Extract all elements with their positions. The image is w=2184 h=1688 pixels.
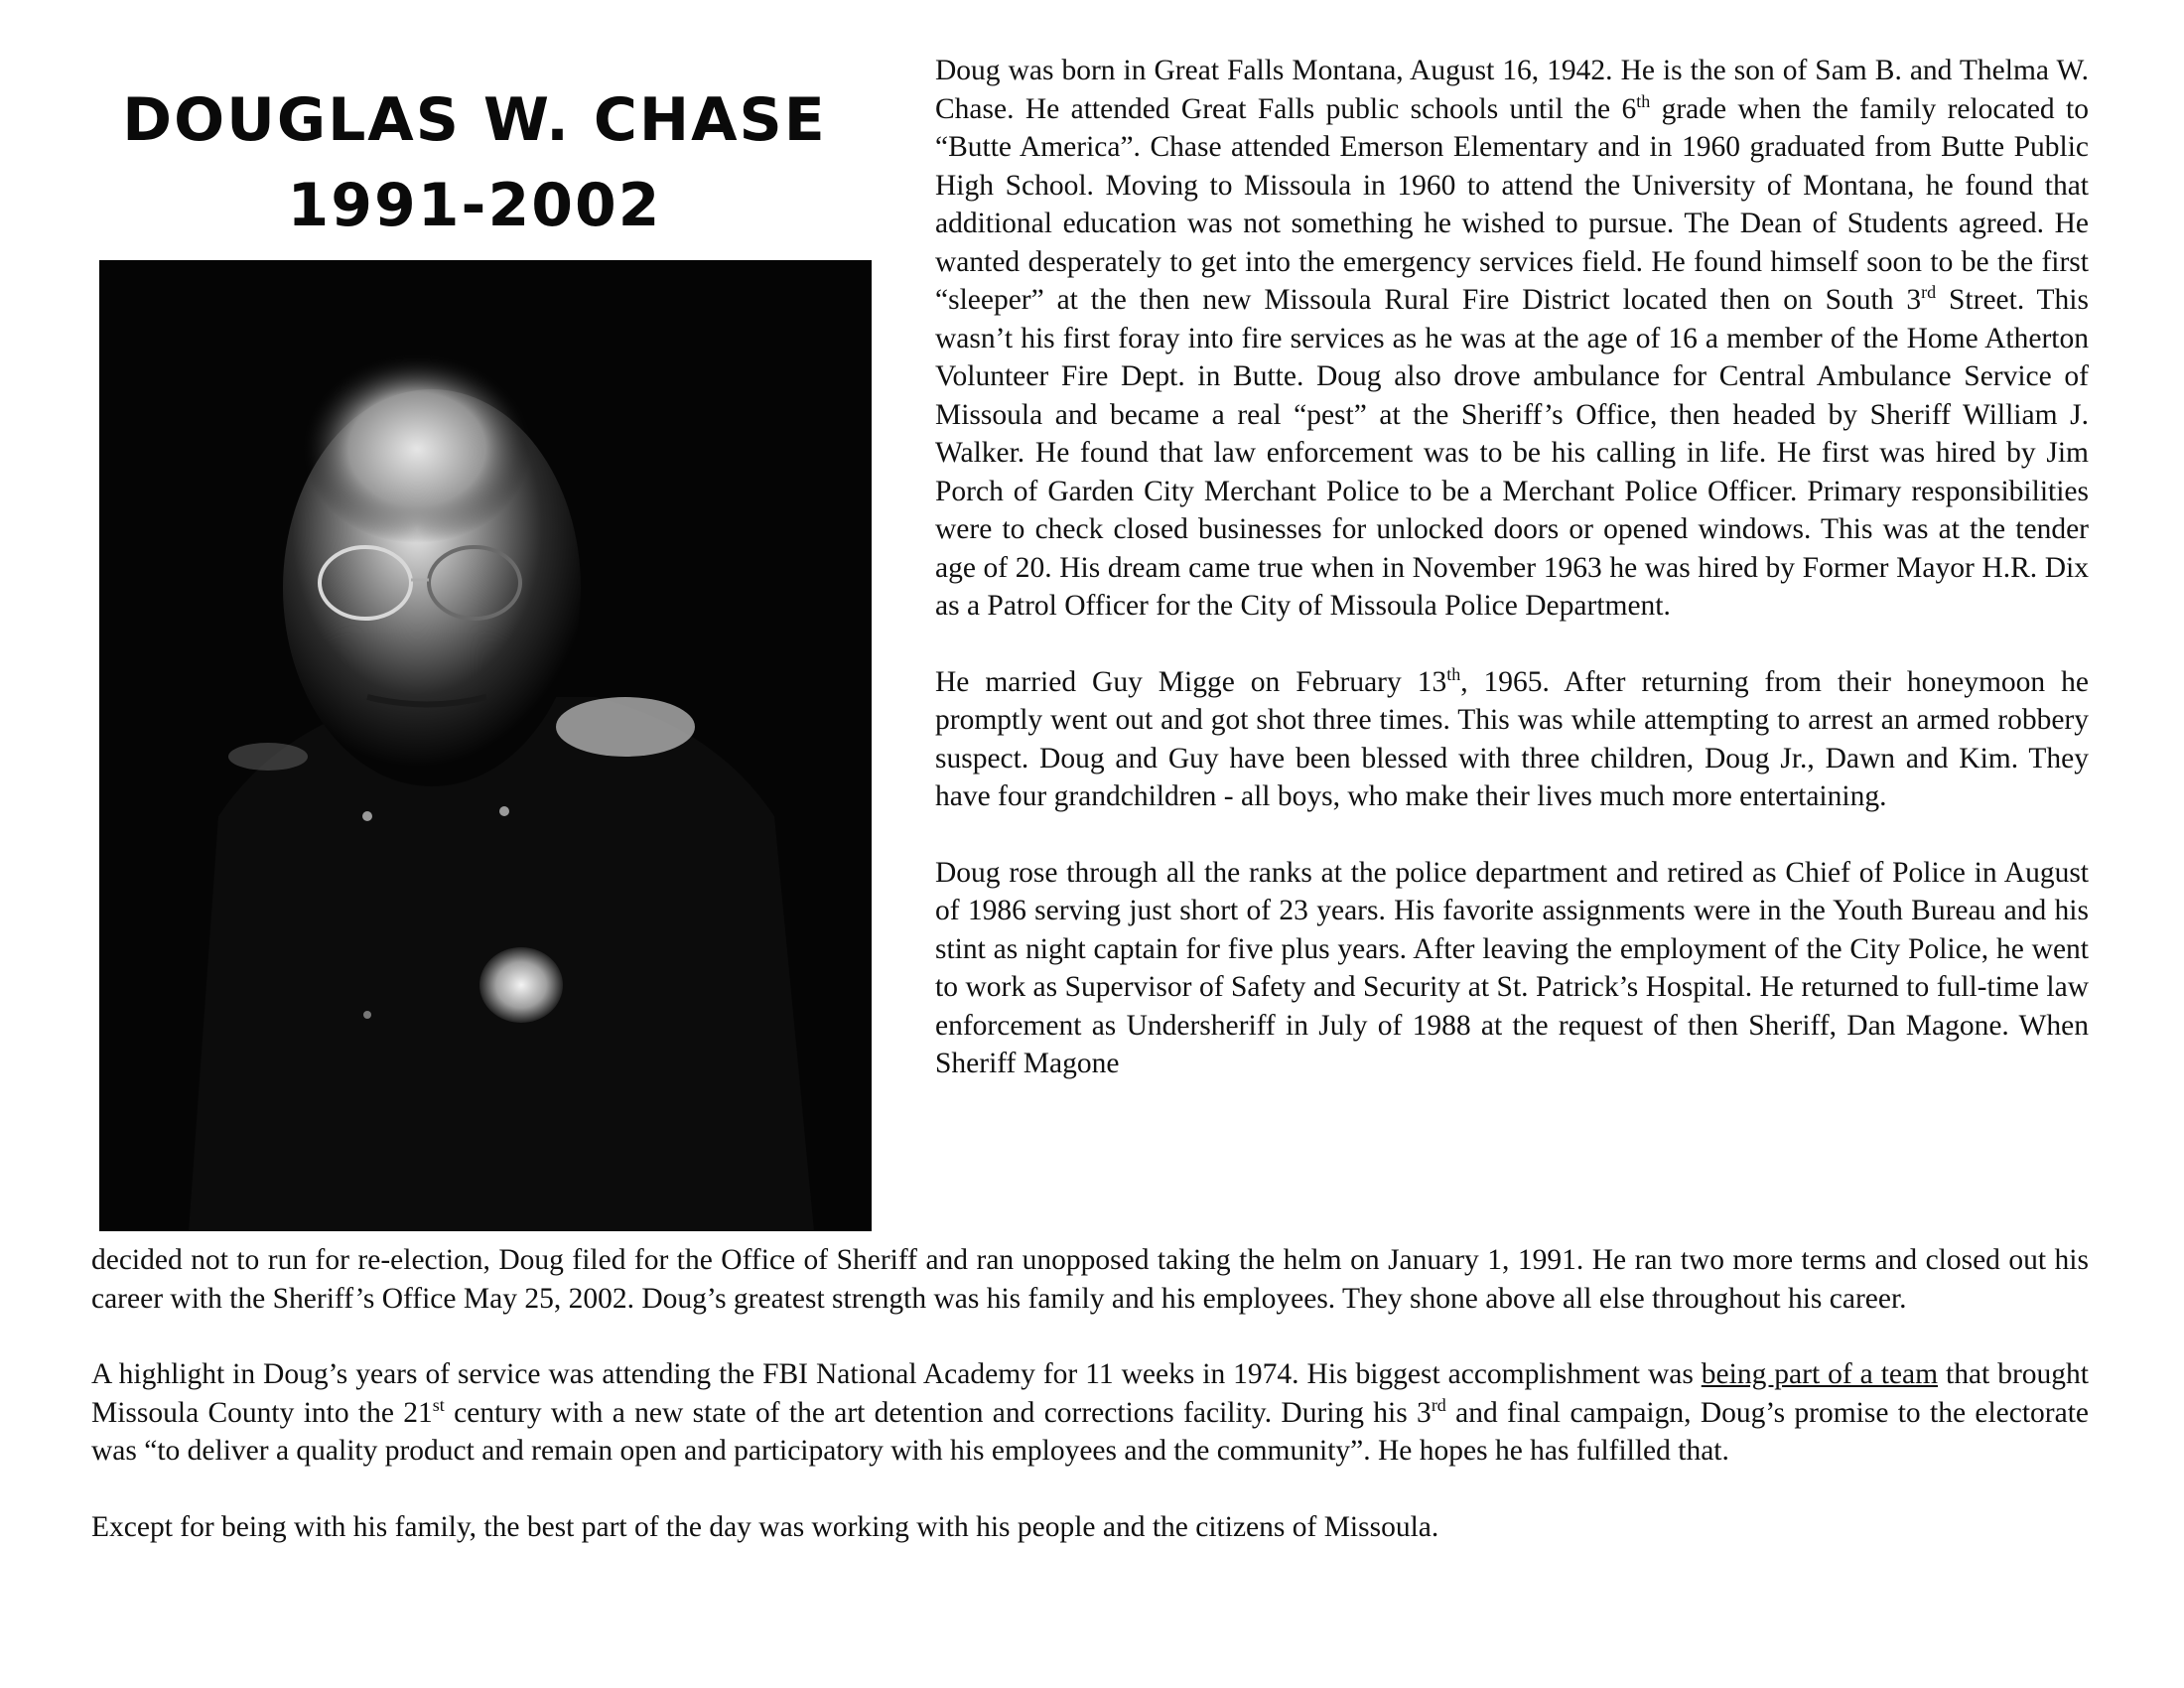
paragraph-text: decided not to run for re-election, Doug filed for the Office of Sheriff and ran unopposed taking the helm on January 1, 1991. He ran two more terms and closed out his career with the Sheriff’s Office May 25, 2002. Doug’s greatest strength was his family and his employees. They shone above all else throughout his career. (91, 1244, 2089, 1315)
paragraph-text: Doug was born in Great Falls Montana, August 16, 1942. He is the son of Sam B. and Thelma W. Chase. He attended Great Falls public schools until the 6 (935, 55, 2089, 125)
superscript: rd (1431, 1394, 1446, 1415)
title-block (87, 77, 862, 248)
portrait-photo-icon (99, 260, 872, 1231)
paragraph-text: A highlight in Doug’s years of service was attending the FBI National Academy for 11 weeks in 1974. His biggest accomplishment was (91, 1358, 1702, 1390)
superscript: th (1446, 663, 1461, 684)
paragraph-text: that brought Missoula County into the 21 (91, 1358, 2089, 1429)
paragraph-text: , 1965. After returning from their honeymoon he promptly went out and got shot three times. This was while attempting to arrest an armed robbery suspect. Doug and Guy have been blessed with three children, Doug Jr., Dawn and Kim. They have four grandchildren - all boys, who make their lives much more entertaining. (935, 665, 2089, 812)
paragraph-closing (91, 1508, 2089, 1547)
career-continuation (91, 1241, 2089, 1546)
paragraph-highlight (91, 1355, 2089, 1471)
portrait-photo (99, 260, 872, 1231)
person-name: DOUGLAS W. CHASE (122, 85, 827, 155)
paragraph-text: He married Guy Migge on February 13 (935, 665, 1447, 698)
bio-right-column (935, 52, 2089, 1083)
paragraph-text: and final campaign, Doug’s promise to the electorate was “to deliver a quality product and remain open and participatory with his employees and the community”. He hopes he has fulfilled that. (91, 1396, 2090, 1467)
paragraph-text: grade when the family relocated to “Butte America”. Chase attended Emerson Elementary and in 1960 graduated from Butte Public High School. Moving to Missoula in 1960 to attend the University of Montana, he found that additional education was not something he wished to pursue. The Dean of Students agreed. He wanted desperately to get into the emergency services field. He found himself soon to be the first “sleeper” at the then new Missoula Rural Fire District located then on South 3 (935, 92, 2089, 316)
superscript: rd (1921, 282, 1937, 303)
paragraph-text: Doug rose through all the ranks at the police department and retired as Chief of Police in August of 1986 serving just short of 23 years. His favorite assignments were in the Youth Bureau and his stint as night captain for five plus years. After leaving the employment of the City Police, he went to work as Supervisor of Safety and Security at St. Patrick’s Hospital. He returned to full-time law enforcement as Undersheriff in July of 1988 at the request of then Sheriff, Dan Magone. When Sheriff Magone (935, 856, 2089, 1079)
superscript: th (1636, 90, 1651, 111)
paragraph-text: Street. This wasn’t his first foray into fire services as he was at the age of 16 a member of the Home Atherton Volunteer Fire Dept. in Butte. Doug also drove ambulance for Central Ambulance Service of Missoula and became a real “pest” at the Sheriff’s Office, then headed by Sheriff William J. Walker. He found that law enforcement was to be his calling in life. He first was hired by Jim Porch of Garden City Merchant Police to be a Merchant Police Officer. Primary responsibilities were to check closed businesses for unlocked doors or opened windows. This was at the tender age of 20. His dream came true when in November 1963 he was hired by Former Mayor H.R. Dix as a Patrol Officer for the City of Missoula Police Department. (935, 284, 2089, 622)
paragraph-marriage (935, 663, 2089, 816)
paragraph-early-life (935, 52, 2089, 626)
underlined-phrase: being part of a team (1701, 1358, 1939, 1390)
term-years: 1991-2002 (287, 171, 662, 240)
superscript: st (432, 1394, 445, 1415)
paragraph-career-continued (91, 1241, 2089, 1318)
paragraph-text: Except for being with his family, the best part of the day was working with his people and the citizens of Missoula. (91, 1510, 1439, 1543)
paragraph-text: century with a new state of the art detention and corrections facility. During his 3 (444, 1396, 1432, 1429)
paragraph-career (935, 854, 2089, 1083)
